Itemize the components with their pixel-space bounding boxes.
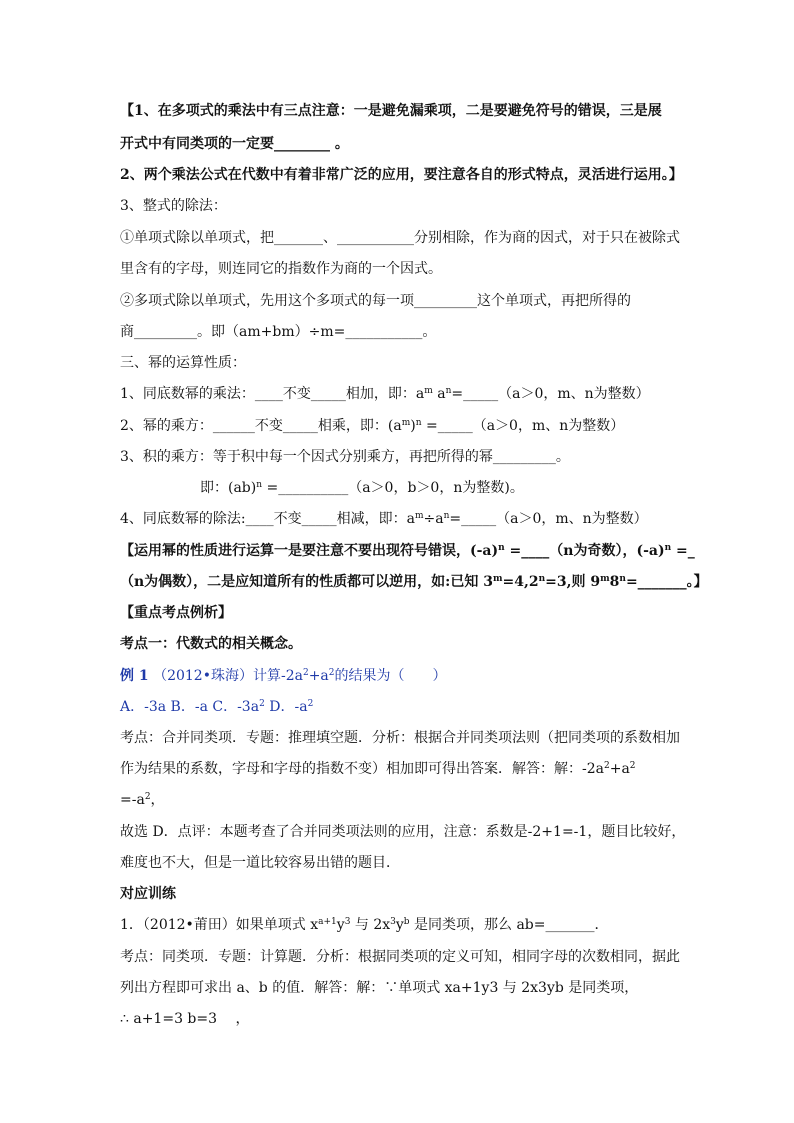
power-rule-2: 2、幂的乘方：______不变_____相乘，即：$(a^m)^n$ =_____（a＞0，m、n为整数）: [120, 418, 625, 434]
practice-solution-3: ∴ a+1=3 b=3 ，: [120, 1011, 250, 1027]
example-1: 例 1 （2012•珠海）计算$-2a^2+a^2$的结果为（ ）: [120, 668, 447, 684]
solution-line-4: 故选 D．点评：本题考查了合并同类项法则的应用，注意：系数是-2+1=-1，题目比较好，: [120, 824, 686, 840]
practice-heading: 对应训练: [120, 886, 176, 902]
power-rule-3-formula: 即：(ab)$^n$ =__________（a＞0，b＞0，n为整数)。: [200, 480, 524, 496]
practice-question-1: 1．（2012•莆田）如果单项式 $x^{a+1}y^3$ 与 $2x^3y^b$ 是同类项，那么 ab=_______．: [120, 917, 609, 933]
power-rule-4: 4、同底数幂的除法:____不变_____相减，即：$a^m\div a^n=\_\_\_\_\_(a>0$，m、n为整数）: [120, 511, 648, 527]
rule-monomial-division-1: ①单项式除以单项式，把_______、___________分别相除，作为商的因式，对于只在被除式: [120, 230, 680, 246]
example-label: 例 1: [120, 668, 149, 684]
practice-solution-2: 列出方程即可求出 a、b 的值．解答：解：∵单项式 xa+1y3 与 2x3yb 是同类项，: [120, 980, 639, 996]
power-rule-1: 1、同底数幂的乘法：____不变_____相加，即：$a^m$ $a^n=\_\_\_\_\_(a>0$，m、n为整数）: [120, 386, 650, 402]
note-line-2: 开式中有同类项的一定要________ 。: [120, 136, 349, 152]
section-heading-division: 3、整式的除法：: [120, 198, 227, 214]
rule-monomial-division-2: 里含有的字母，则连同它的指数作为商的一个因式。: [120, 261, 442, 277]
example-1-options: A．-3a B．-a C．$-3a^2$ D．$-a^2$: [120, 699, 314, 715]
solution-line-3: $=-a^2$，: [120, 792, 165, 808]
solution-line-2: 作为结果的系数，字母和字母的指数不变）相加即可得出答案．解答：解：$-2a^2+a^2$: [120, 761, 636, 777]
solution-line-5: 难度也不大，但是一道比较容易出错的题目．: [120, 855, 400, 871]
solution-line-1: 考点：合并同类项．专题：推理填空题．分析：根据合并同类项法则（把同类项的系数相加: [120, 730, 680, 746]
practice-solution-1: 考点：同类项．专题：计算题．分析：根据同类项的定义可知，相同字母的次数相同，据此: [120, 949, 680, 965]
section-heading-powers: 三、幂的运算性质：: [120, 355, 246, 371]
power-note-1: 【运用幂的性质进行运算一是要注意不要出现符号错误，$(-a)^n$ =____（n为奇数），$(-a)^n$ =_: [120, 543, 695, 559]
key-points-heading: 【重点考点例析】: [120, 605, 232, 621]
power-note-2: （n为偶数），二是应知道所有的性质都可以逆用，如:已知 $3^m=4,2^n=3$,则 $9^m8^n=\_\_\_\_\_\_\_$。】: [120, 574, 708, 590]
power-rule-3: 3、积的乘方：等于积中每一个因式分别乘方，再把所得的幂_________。: [120, 449, 570, 465]
topic-one-heading: 考点一：代数式的相关概念。: [120, 636, 302, 652]
rule-polynomial-division-1: ②多项式除以单项式，先用这个多项式的每一项_________这个单项式，再把所得的: [120, 293, 631, 309]
note-line-1: 【1、在多项式的乘法中有三点注意：一是避免漏乘项，二是要避免符号的错误，三是展: [120, 103, 662, 119]
rule-polynomial-division-2: 商_________。即（am+bm）÷m=___________。: [120, 324, 437, 340]
note-line-3: 2、两个乘法公式在代数中有着非常广泛的应用，要注意各自的形式特点，灵活进行运用。】: [120, 167, 683, 183]
